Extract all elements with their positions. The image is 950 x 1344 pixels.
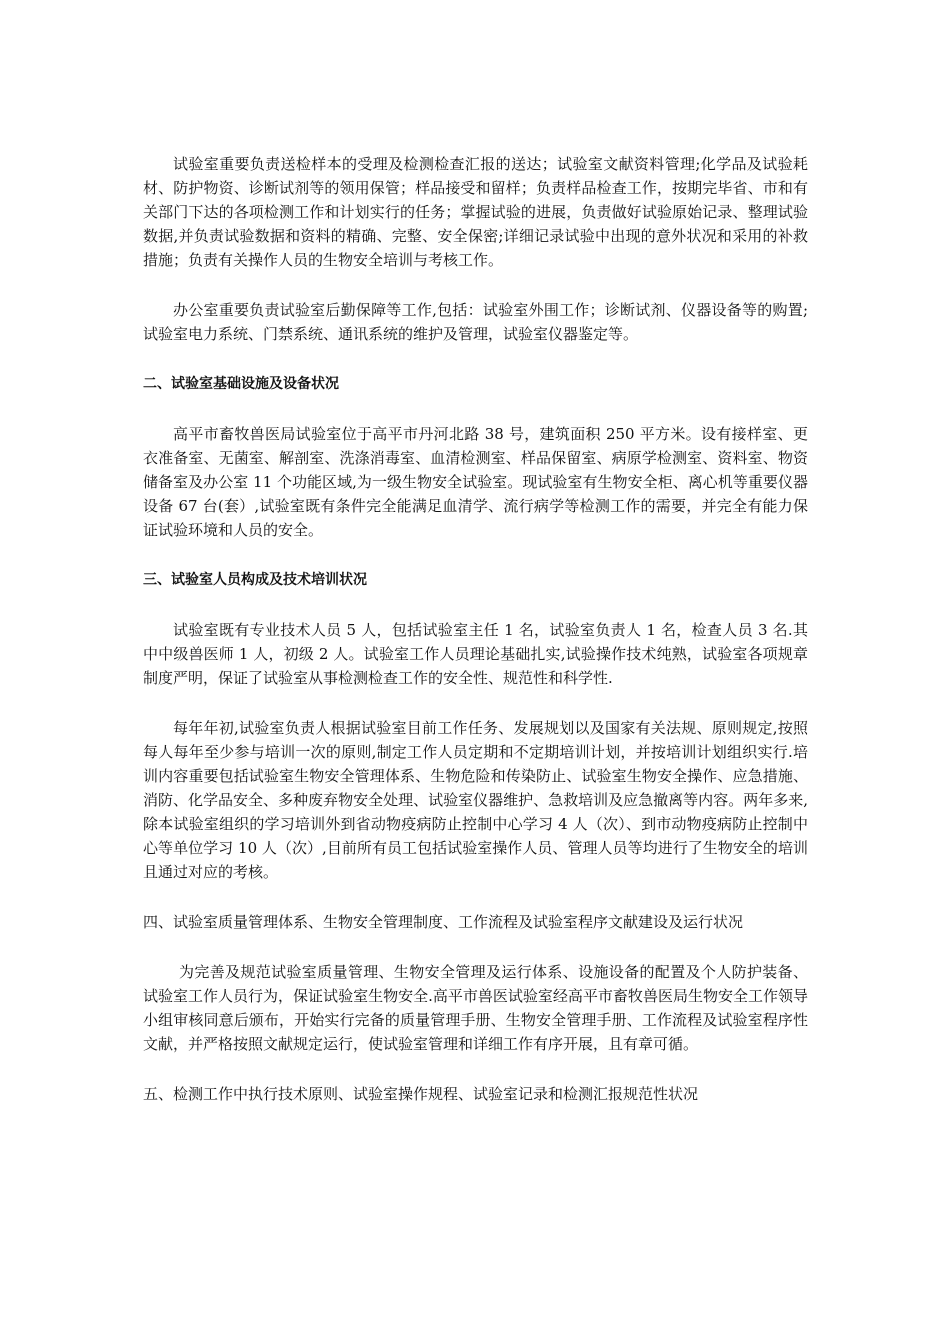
paragraph-office-duties: 办公室重要负责试验室后勤保障等工作,包括：试验室外围工作；诊断试剂、仪器设备等的购置;试验室电力系统、门禁系统、通讯系统的维护及管理，试验室仪器鉴定等。: [143, 301, 808, 343]
paragraph-lab-duties: 试验室重要负责送检样本的受理及检测检查汇报的送达；试验室文献资料管理;化学品及试验耗材、防护物资、诊断试剂等的领用保管；样品接受和留样；负责样品检查工作，按期完毕省、市和有关部门下达的各项检测工作和计划实行的任务；掌握试验的进展，负责做好试验原始记录、整理试验数据,并负责试验数据和资料的精确、完整、安全保密;详细记录试验中出现的意外状况和采用的补救措施；负责有关操作人员的生物安全培训与考核工作。: [143, 155, 808, 269]
paragraph-training: 每年年初,试验室负责人根据试验室目前工作任务、发展规划以及国家有关法规、原则规定,按照每人每年至少参与培训一次的原则,制定工作人员定期和不定期培训计划，并按培训计划组织实行.培训内容重要包括试验室生物安全管理体系、生物危险和传染防止、试验室生物安全操作、应急措施、消防、化学品安全、多种废弃物安全处理、试验室仪器维护、急救培训及应急撤离等内容。两年多来,除本试验室组织的学习培训外到省动物疫病防止控制中心学习 4 人（次）、到市动物疫病防止控制中心等单位学习 10 人（次）,目前所有员工包括试验室操作人员、管理人员等均进行了生物安全的培训且通过对应的考核。: [143, 719, 808, 881]
section-heading-quality-system: 四、试验室质量管理体系、生物安全管理制度、工作流程及试验室程序文献建设及运行状况: [143, 913, 744, 931]
paragraph-quality-system: 为完善及规范试验室质量管理、生物安全管理及运行体系、设施设备的配置及个人防护装备、试验室工作人员行为，保证试验室生物安全.高平市兽医试验室经高平市畜牧兽医局生物安全工作领导小组审核同意后颁布，开始实行完备的质量管理手册、生物安全管理手册、工作流程及试验室程序性文献，并严格按照文献规定运行，使试验室管理和详细工作有序开展，且有章可循。: [143, 963, 808, 1053]
document-page: [143, 152, 808, 1132]
section-heading-facilities: 二、试验室基础设施及设备状况: [143, 376, 339, 392]
section-heading-standards: 五、检测工作中执行技术原则、试验室操作规程、试验室记录和检测汇报规范性状况: [143, 1085, 699, 1103]
section-heading-personnel: 三、试验室人员构成及技术培训状况: [143, 572, 367, 588]
paragraph-facilities: 高平市畜牧兽医局试验室位于高平市丹河北路 38 号，建筑面积 250 平方米。设有接样室、更衣准备室、无菌室、解剖室、洗涤消毒室、血清检测室、样品保留室、病原学检测室、资料室、物资储备室及办公室 11 个功能区域,为一级生物安全试验室。现试验室有生物安全柜、离心机等重要仪器设备 67 台(套）,试验室既有条件完全能满足血清学、流行病学等检测工作的需要，并完全有能力保证试验环境和人员的安全。: [143, 425, 808, 539]
paragraph-personnel: 试验室既有专业技术人员 5 人，包括试验室主任 1 名，试验室负责人 1 名，检查人员 3 名.其中中级兽医师 1 人，初级 2 人。试验室工作人员理论基础扎实,试验操作技术纯熟，试验室各项规章制度严明，保证了试验室从事检测检查工作的安全性、规范性和科学性.: [143, 621, 808, 687]
